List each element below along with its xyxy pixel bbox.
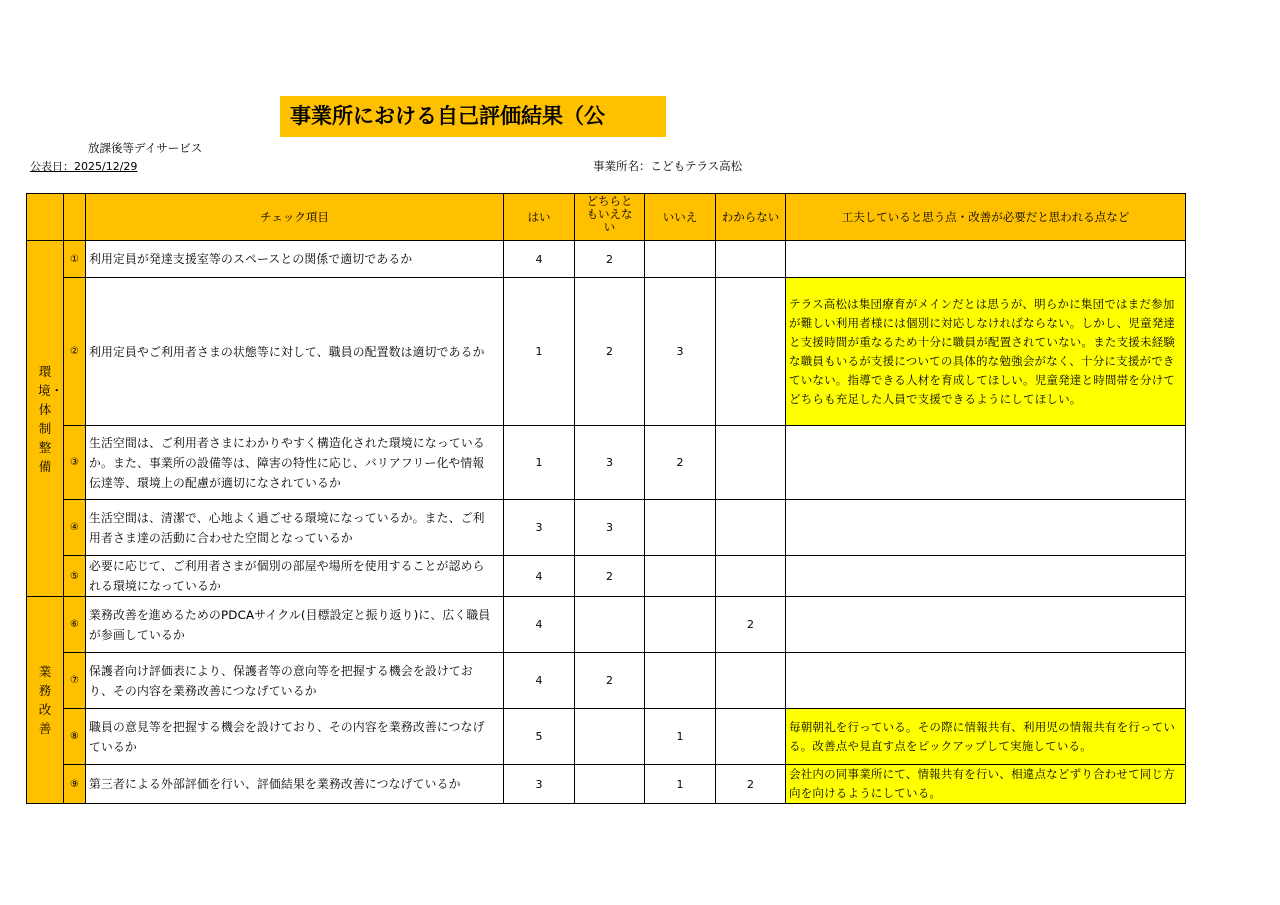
table-row: [27, 597, 1186, 653]
category-biz: 業務改善: [27, 597, 64, 804]
yes-count: 4: [504, 556, 575, 597]
neither-count: 2: [575, 653, 645, 709]
page-title: 事業所における自己評価結果（公: [280, 96, 666, 137]
row-number: ③: [64, 426, 86, 500]
neither-count: [575, 709, 645, 765]
comment-cell: [786, 241, 1186, 278]
header-yes: はい: [504, 194, 575, 241]
unknown-count: [716, 709, 786, 765]
category-env: 環境・体制整備: [27, 241, 64, 597]
neither-count: [575, 765, 645, 804]
neither-count: 2: [575, 278, 645, 426]
header-comment: 工夫していると思う点・改善が必要だと思われる点など: [786, 194, 1186, 241]
header-unknown: わからない: [716, 194, 786, 241]
question-text: 業務改善を進めるためのPDCAサイクル(目標設定と振り返り)に、広く職員が参画しているか: [86, 597, 504, 653]
header-no: いいえ: [645, 194, 716, 241]
question-text: 職員の意見等を把握する機会を設けており、その内容を業務改善につなげているか: [86, 709, 504, 765]
unknown-count: [716, 278, 786, 426]
neither-count: 3: [575, 500, 645, 556]
yes-count: 1: [504, 426, 575, 500]
question-text: 利用定員やご利用者さまの状態等に対して、職員の配置数は適切であるか: [86, 278, 504, 426]
row-number: ⑧: [64, 709, 86, 765]
no-count: 1: [645, 765, 716, 804]
table-row: [27, 278, 1186, 426]
evaluation-table: [26, 193, 1186, 804]
question-text: 必要に応じて、ご利用者さまが個別の部屋や場所を使用することが認められる環境になっているか: [86, 556, 504, 597]
header-neither: どちらともいえない: [575, 194, 645, 241]
no-count: [645, 597, 716, 653]
question-text: 生活空間は、清潔で、心地よく過ごせる環境になっているか。また、ご利用者さま達の活動に合わせた空間となっているか: [86, 500, 504, 556]
header-blank: [64, 194, 86, 241]
yes-count: 4: [504, 653, 575, 709]
table-row: [27, 241, 1186, 278]
row-number: ④: [64, 500, 86, 556]
comment-cell: [786, 597, 1186, 653]
no-count: [645, 653, 716, 709]
row-number: ①: [64, 241, 86, 278]
row-number: ⑥: [64, 597, 86, 653]
unknown-count: [716, 556, 786, 597]
row-number: ⑦: [64, 653, 86, 709]
service-type: 放課後等デイサービス: [88, 141, 203, 155]
question-text: 第三者による外部評価を行い、評価結果を業務改善につなげているか: [86, 765, 504, 804]
no-count: [645, 500, 716, 556]
row-number: ⑨: [64, 765, 86, 804]
publish-date: 公表日：2025/12/29: [30, 160, 138, 173]
comment-cell: [786, 653, 1186, 709]
comment-cell: テラス高松は集団療育がメインだとは思うが、明らかに集団ではまだ参加が難しい利用者様には個別に対応しなければならない。しかし、児童発達と支援時間が重なるため十分に職員が配置されていない。また支援未経験な職員もいるが支援についての具体的な勉強会がなく、十分に支援ができていない。指導できる人材を育成してほしい。児童発達と時間帯を分けてどちらも充足した人員で支援できるようにしてほしい。: [786, 278, 1186, 426]
comment-cell: [786, 500, 1186, 556]
unknown-count: [716, 653, 786, 709]
yes-count: 5: [504, 709, 575, 765]
neither-count: 2: [575, 241, 645, 278]
no-count: 3: [645, 278, 716, 426]
office-name: 事業所名：こどもテラス高松: [593, 159, 743, 173]
table-row: [27, 765, 1186, 804]
comment-cell: 会社内の同事業所にて、情報共有を行い、相違点などずり合わせて同じ方向を向けるようにしている。: [786, 765, 1186, 804]
no-count: [645, 556, 716, 597]
comment-cell: 毎朝朝礼を行っている。その際に情報共有、利用児の情報共有を行っている。改善点や見直す点をピックアップして実施している。: [786, 709, 1186, 765]
table-row: [27, 500, 1186, 556]
table-row: [27, 653, 1186, 709]
yes-count: 4: [504, 241, 575, 278]
yes-count: 1: [504, 278, 575, 426]
yes-count: 3: [504, 500, 575, 556]
comment-cell: [786, 556, 1186, 597]
question-text: 利用定員が発達支援室等のスペースとの関係で適切であるか: [86, 241, 504, 278]
unknown-count: 2: [716, 765, 786, 804]
table-row: [27, 556, 1186, 597]
no-count: 2: [645, 426, 716, 500]
neither-count: 2: [575, 556, 645, 597]
yes-count: 3: [504, 765, 575, 804]
neither-count: [575, 597, 645, 653]
header-blank: [27, 194, 64, 241]
no-count: [645, 241, 716, 278]
unknown-count: 2: [716, 597, 786, 653]
neither-count: 3: [575, 426, 645, 500]
no-count: 1: [645, 709, 716, 765]
yes-count: 4: [504, 597, 575, 653]
unknown-count: [716, 241, 786, 278]
table-row: [27, 426, 1186, 500]
question-text: 保護者向け評価表により、保護者等の意向等を把握する機会を設けており、その内容を業務改善につなげているか: [86, 653, 504, 709]
question-text: 生活空間は、ご利用者さまにわかりやすく構造化された環境になっているか。また、事業所の設備等は、障害の特性に応じ、バリアフリー化や情報伝達等、環境上の配慮が適切になされているか: [86, 426, 504, 500]
header-item: チェック項目: [86, 194, 504, 241]
row-number: ②: [64, 278, 86, 426]
table-row: [27, 709, 1186, 765]
comment-cell: [786, 426, 1186, 500]
unknown-count: [716, 426, 786, 500]
row-number: ⑤: [64, 556, 86, 597]
header-row: [27, 194, 1186, 241]
unknown-count: [716, 500, 786, 556]
